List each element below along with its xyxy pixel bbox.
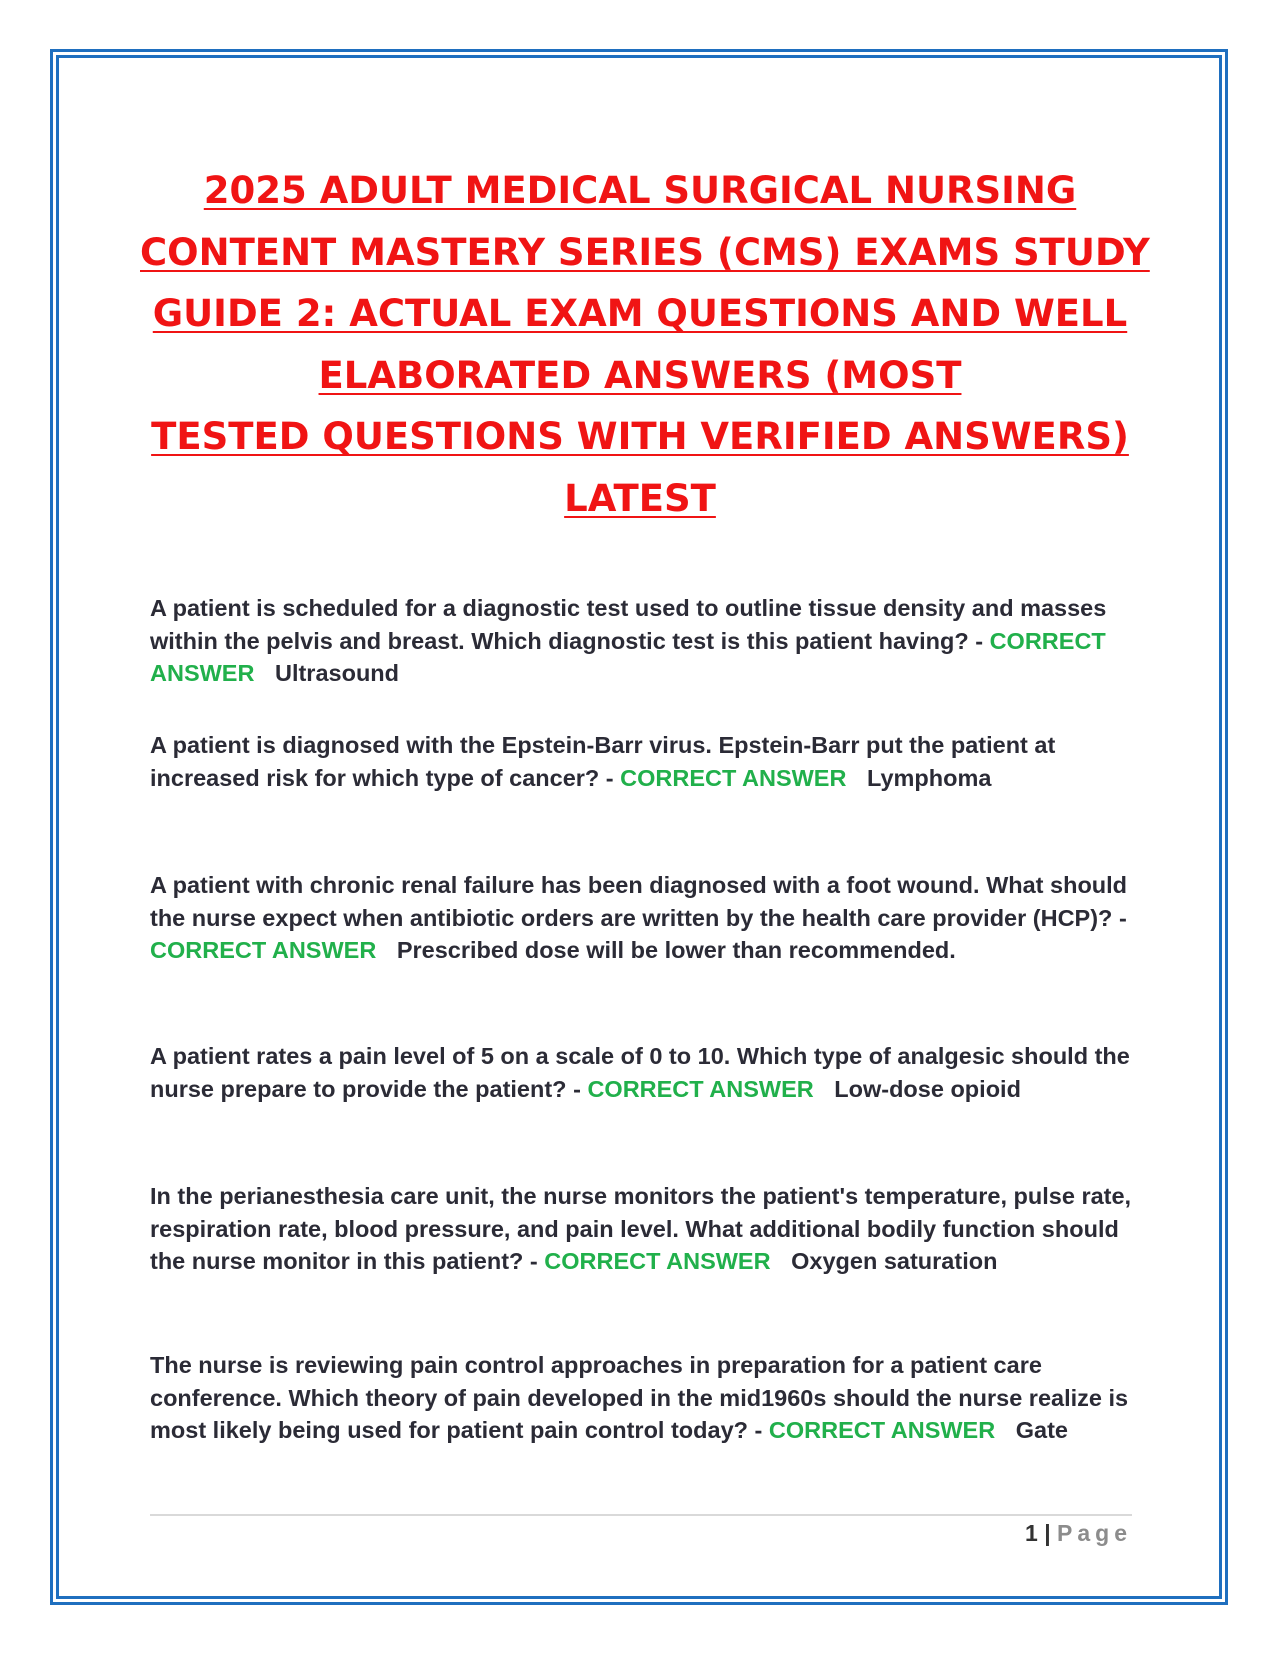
correct-answer-label: CORRECT ANSWER — [587, 1075, 814, 1102]
question-text: A patient is scheduled for a diagnostic test used to outline tissue density and masses within the pelvis and breast. Which diagnostic test is this patient having? - — [150, 595, 1107, 654]
title-line: CONTENT MASTERY SERIES (CMS) EXAMS STUDY — [140, 230, 1150, 274]
answer-text: Low-dose opioid — [834, 1075, 1021, 1102]
question-text: A patient rates a pain level of 5 on a scale of 0 to 10. Which type of analgesic should the nurse prepare to provide the patient? - — [150, 1043, 1130, 1102]
correct-answer-label: CORRECT ANSWER — [620, 764, 847, 791]
question-text: A patient with chronic renal failure has been diagnosed with a foot wound. What should the nurse expect when antibiotic orders are written by the health care provider (HCP)? - — [150, 872, 1128, 931]
page-separator: | — [1044, 1520, 1051, 1546]
answer-text: Ultrasound — [274, 660, 400, 686]
title-line: ELABORATED ANSWERS (MOST — [318, 353, 962, 397]
title-line: 2025 ADULT MEDICAL SURGICAL NURSING — [203, 169, 1077, 212]
question-block-4 — [150, 1040, 1140, 1105]
correct-answer-label: CORRECT ANSWER — [150, 627, 1106, 686]
footer-divider — [150, 1514, 1132, 1516]
question-block-1 — [150, 592, 1140, 690]
correct-answer-label: CORRECT ANSWER — [150, 937, 377, 963]
title-line: LATEST — [564, 476, 716, 520]
answer-text: Gate — [1015, 1417, 1068, 1443]
page-word: Page — [1057, 1520, 1132, 1546]
title-line: TESTED QUESTIONS WITH VERIFIED ANSWERS) — [151, 415, 1129, 458]
page-number: 1 — [1025, 1520, 1038, 1546]
answer-text: Prescribed dose will be lower than recommended. — [396, 937, 956, 963]
question-block-3 — [150, 869, 1140, 967]
correct-answer-label: CORRECT ANSWER — [768, 1417, 996, 1443]
question-block-2 — [150, 729, 1140, 794]
correct-answer-label: CORRECT ANSWER — [544, 1248, 771, 1274]
answer-text: Lymphoma — [866, 764, 992, 791]
question-block-6 — [150, 1349, 1140, 1447]
question-text: In the perianesthesia care unit, the nurse monitors the patient's temperature, pulse rate, respiration rate, blood pressure, and pain level. What additional bodily function should the nurse monitor in this patient? - — [150, 1183, 1132, 1274]
question-text: A patient is diagnosed with the Epstein-Barr virus. Epstein-Barr put the patient at increased risk for which type of cancer? - — [150, 732, 1056, 791]
document-title — [140, 160, 1150, 529]
question-text: The nurse is reviewing pain control approaches in preparation for a patient care conference. Which theory of pain developed in the mid1960s should the nurse realize is most likely being used for patient pain control today? - — [150, 1352, 1129, 1443]
title-line: GUIDE 2: ACTUAL EXAM QUESTIONS AND WELL — [152, 292, 1128, 335]
page-footer — [1025, 1520, 1132, 1547]
answer-text: Oxygen saturation — [791, 1248, 998, 1274]
question-block-5 — [150, 1180, 1140, 1278]
